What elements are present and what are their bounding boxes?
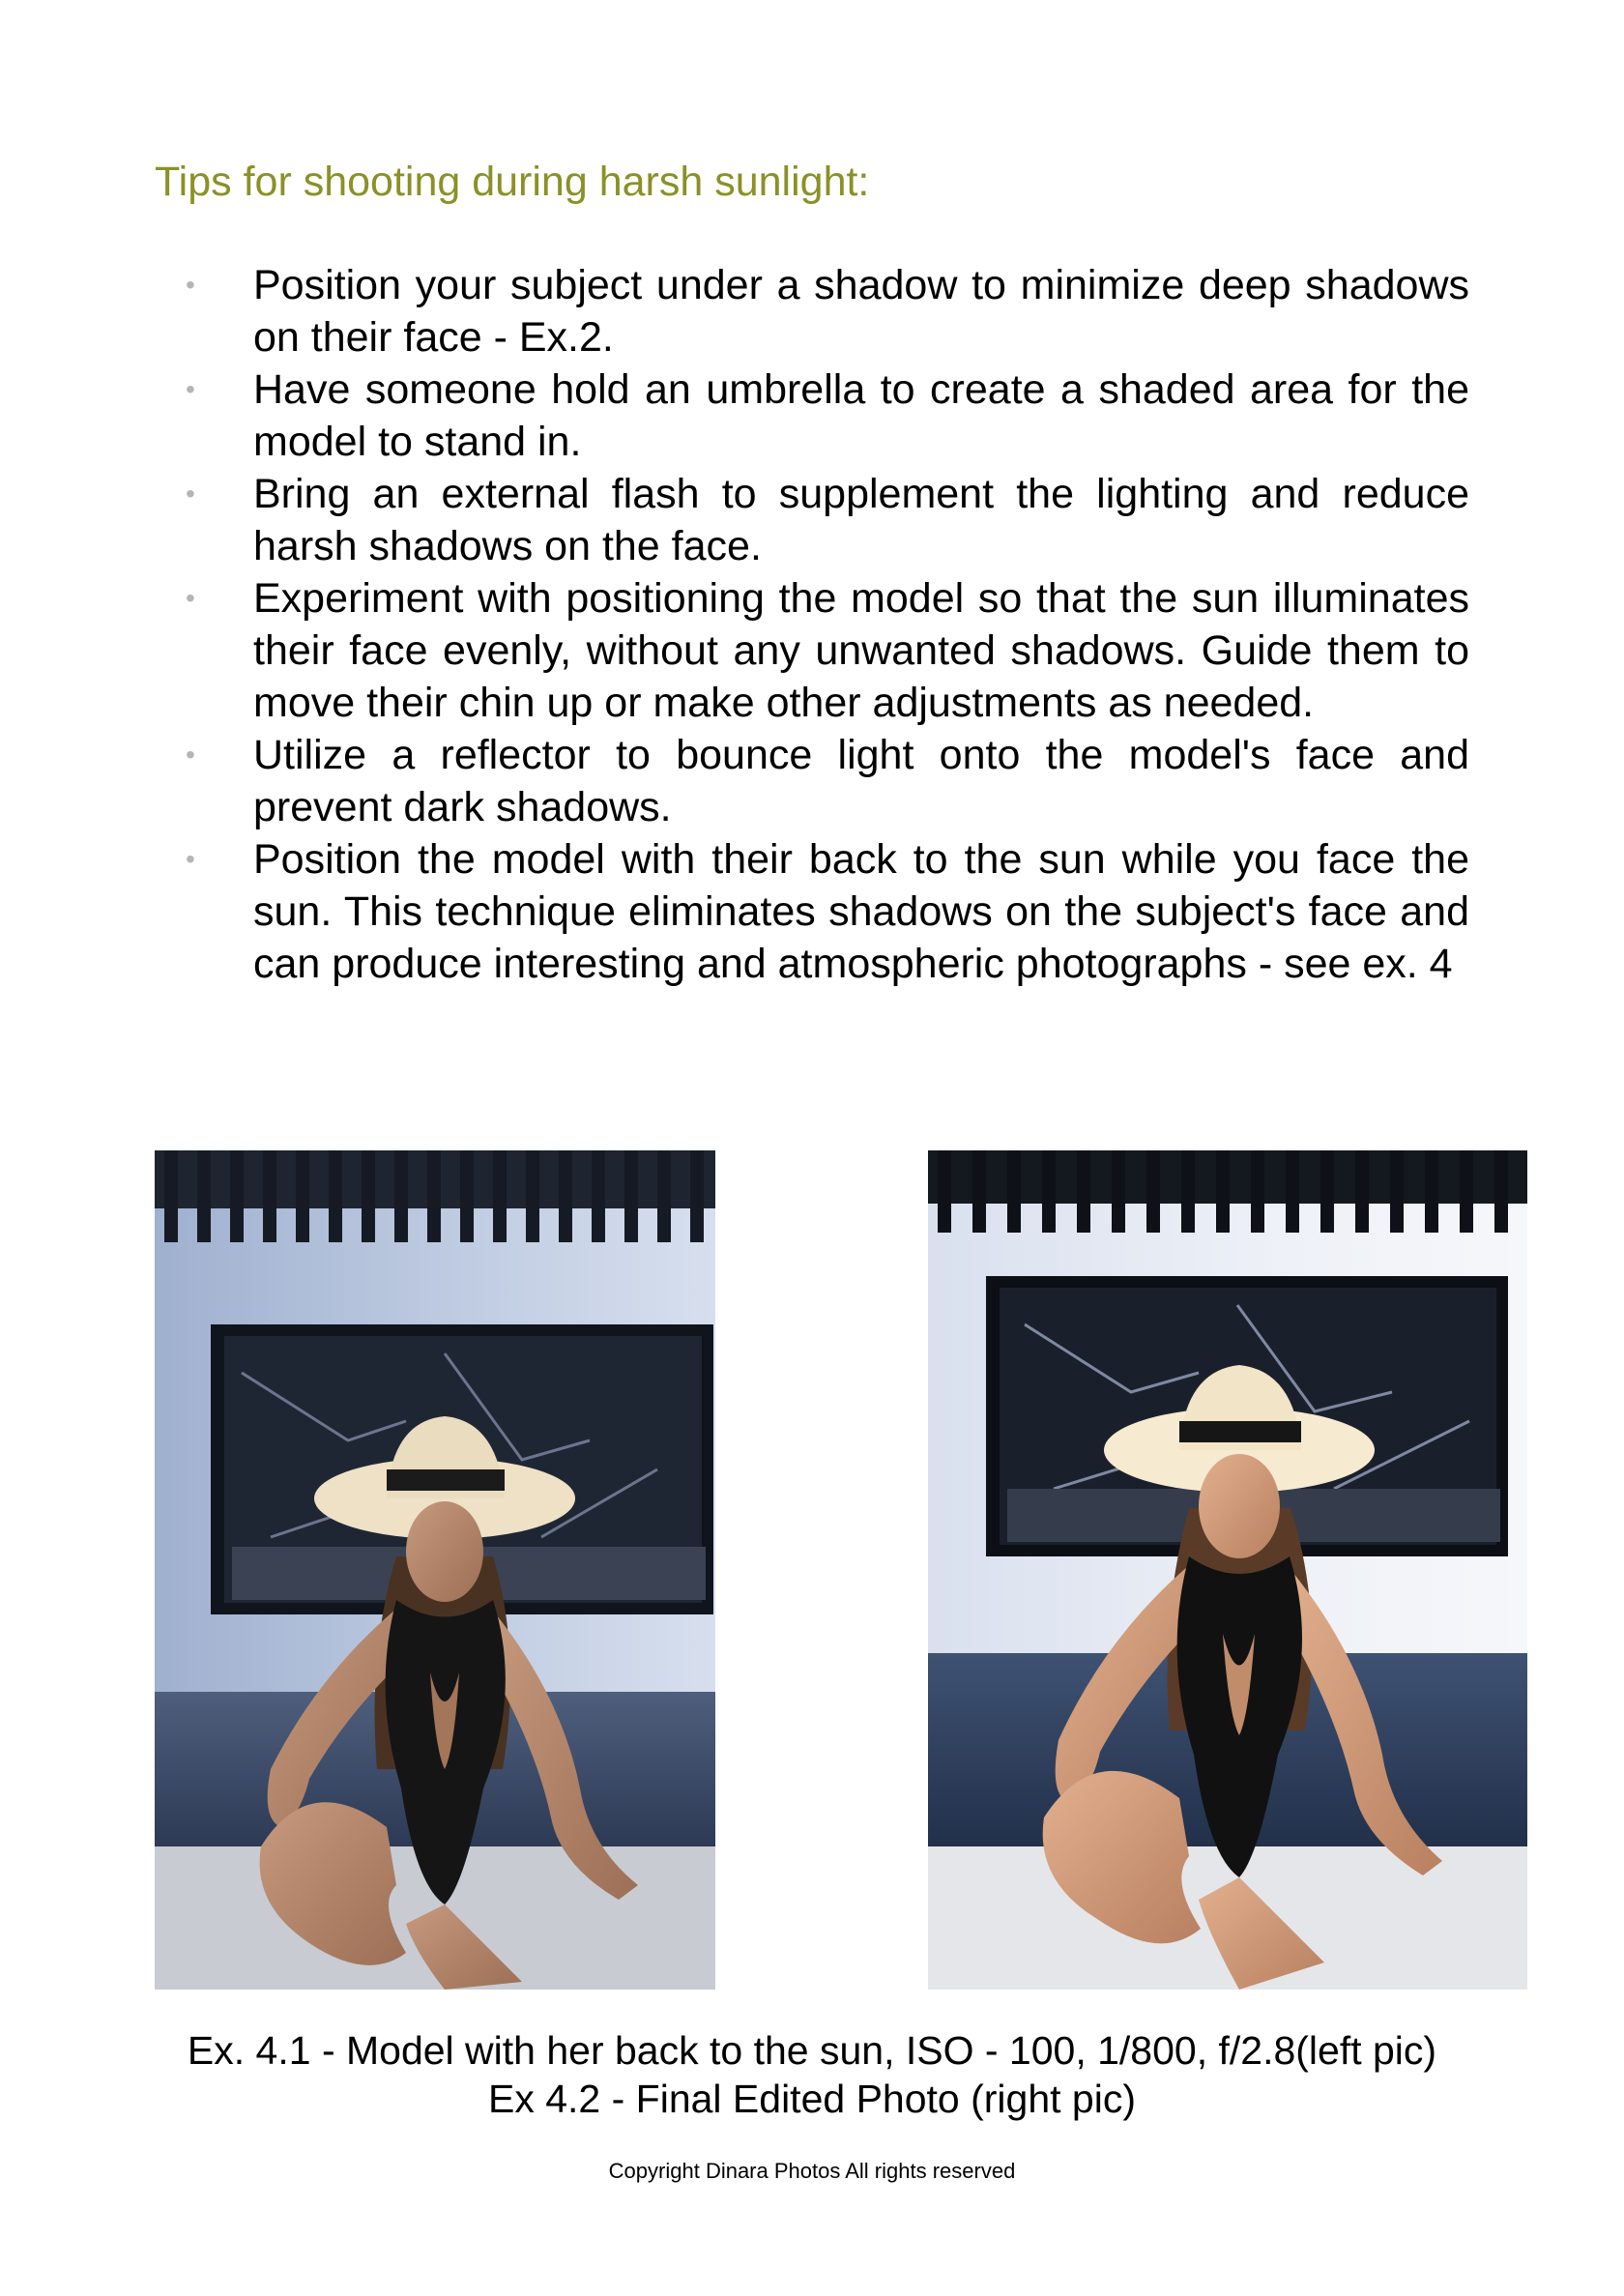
tip-text: Bring an external flash to supplement the lighting and reduce harsh shadows on the face. <box>253 471 1469 569</box>
photo-original-illustration <box>155 1150 715 1990</box>
caption-line-1: Ex. 4.1 - Model with her back to the sun, ISO - 100, 1/800, f/2.8(left pic) <box>187 2028 1437 2073</box>
caption-line-2: Ex 4.2 - Final Edited Photo (right pic) <box>488 2077 1136 2121</box>
tip-text: Have someone hold an umbrella to create a shaded area for the model to stand in. <box>253 366 1469 465</box>
tip-text: Experiment with positioning the model so that the sun illuminates their face evenly, without any unwanted shadows. Guide them to move their chin up or make other adjustments as needed. <box>253 575 1469 726</box>
bullet-icon: • <box>186 583 195 613</box>
tip-item <box>186 729 1469 833</box>
tip-text: Utilize a reflector to bounce light onto the model's face and prevent dark shadows. <box>253 732 1469 830</box>
tips-list <box>186 259 1469 990</box>
bullet-icon: • <box>186 270 195 300</box>
tip-item <box>186 572 1469 729</box>
tip-item <box>186 259 1469 363</box>
copyright-notice: Copyright Dinara Photos All rights reserved <box>608 2159 1016 2183</box>
bullet-icon: • <box>186 844 195 874</box>
bullet-icon: • <box>186 740 195 770</box>
photo-original <box>155 1150 715 1990</box>
photo-edited-illustration <box>928 1150 1527 1990</box>
bullet-icon: • <box>186 374 195 404</box>
page-heading: Tips for shooting during harsh sunlight: <box>155 159 870 205</box>
tip-item <box>186 468 1469 572</box>
tip-item <box>186 833 1469 990</box>
tip-item <box>186 363 1469 468</box>
photo-edited <box>928 1150 1527 1990</box>
tip-text: Position your subject under a shadow to minimize deep shadows on their face - Ex.2. <box>253 262 1469 361</box>
bullet-icon: • <box>186 479 195 509</box>
tip-text: Position the model with their back to the sun while you face the sun. This technique eliminates shadows on the subject's face and can produce interesting and atmospheric photographs - see ex. 4 <box>253 836 1469 987</box>
